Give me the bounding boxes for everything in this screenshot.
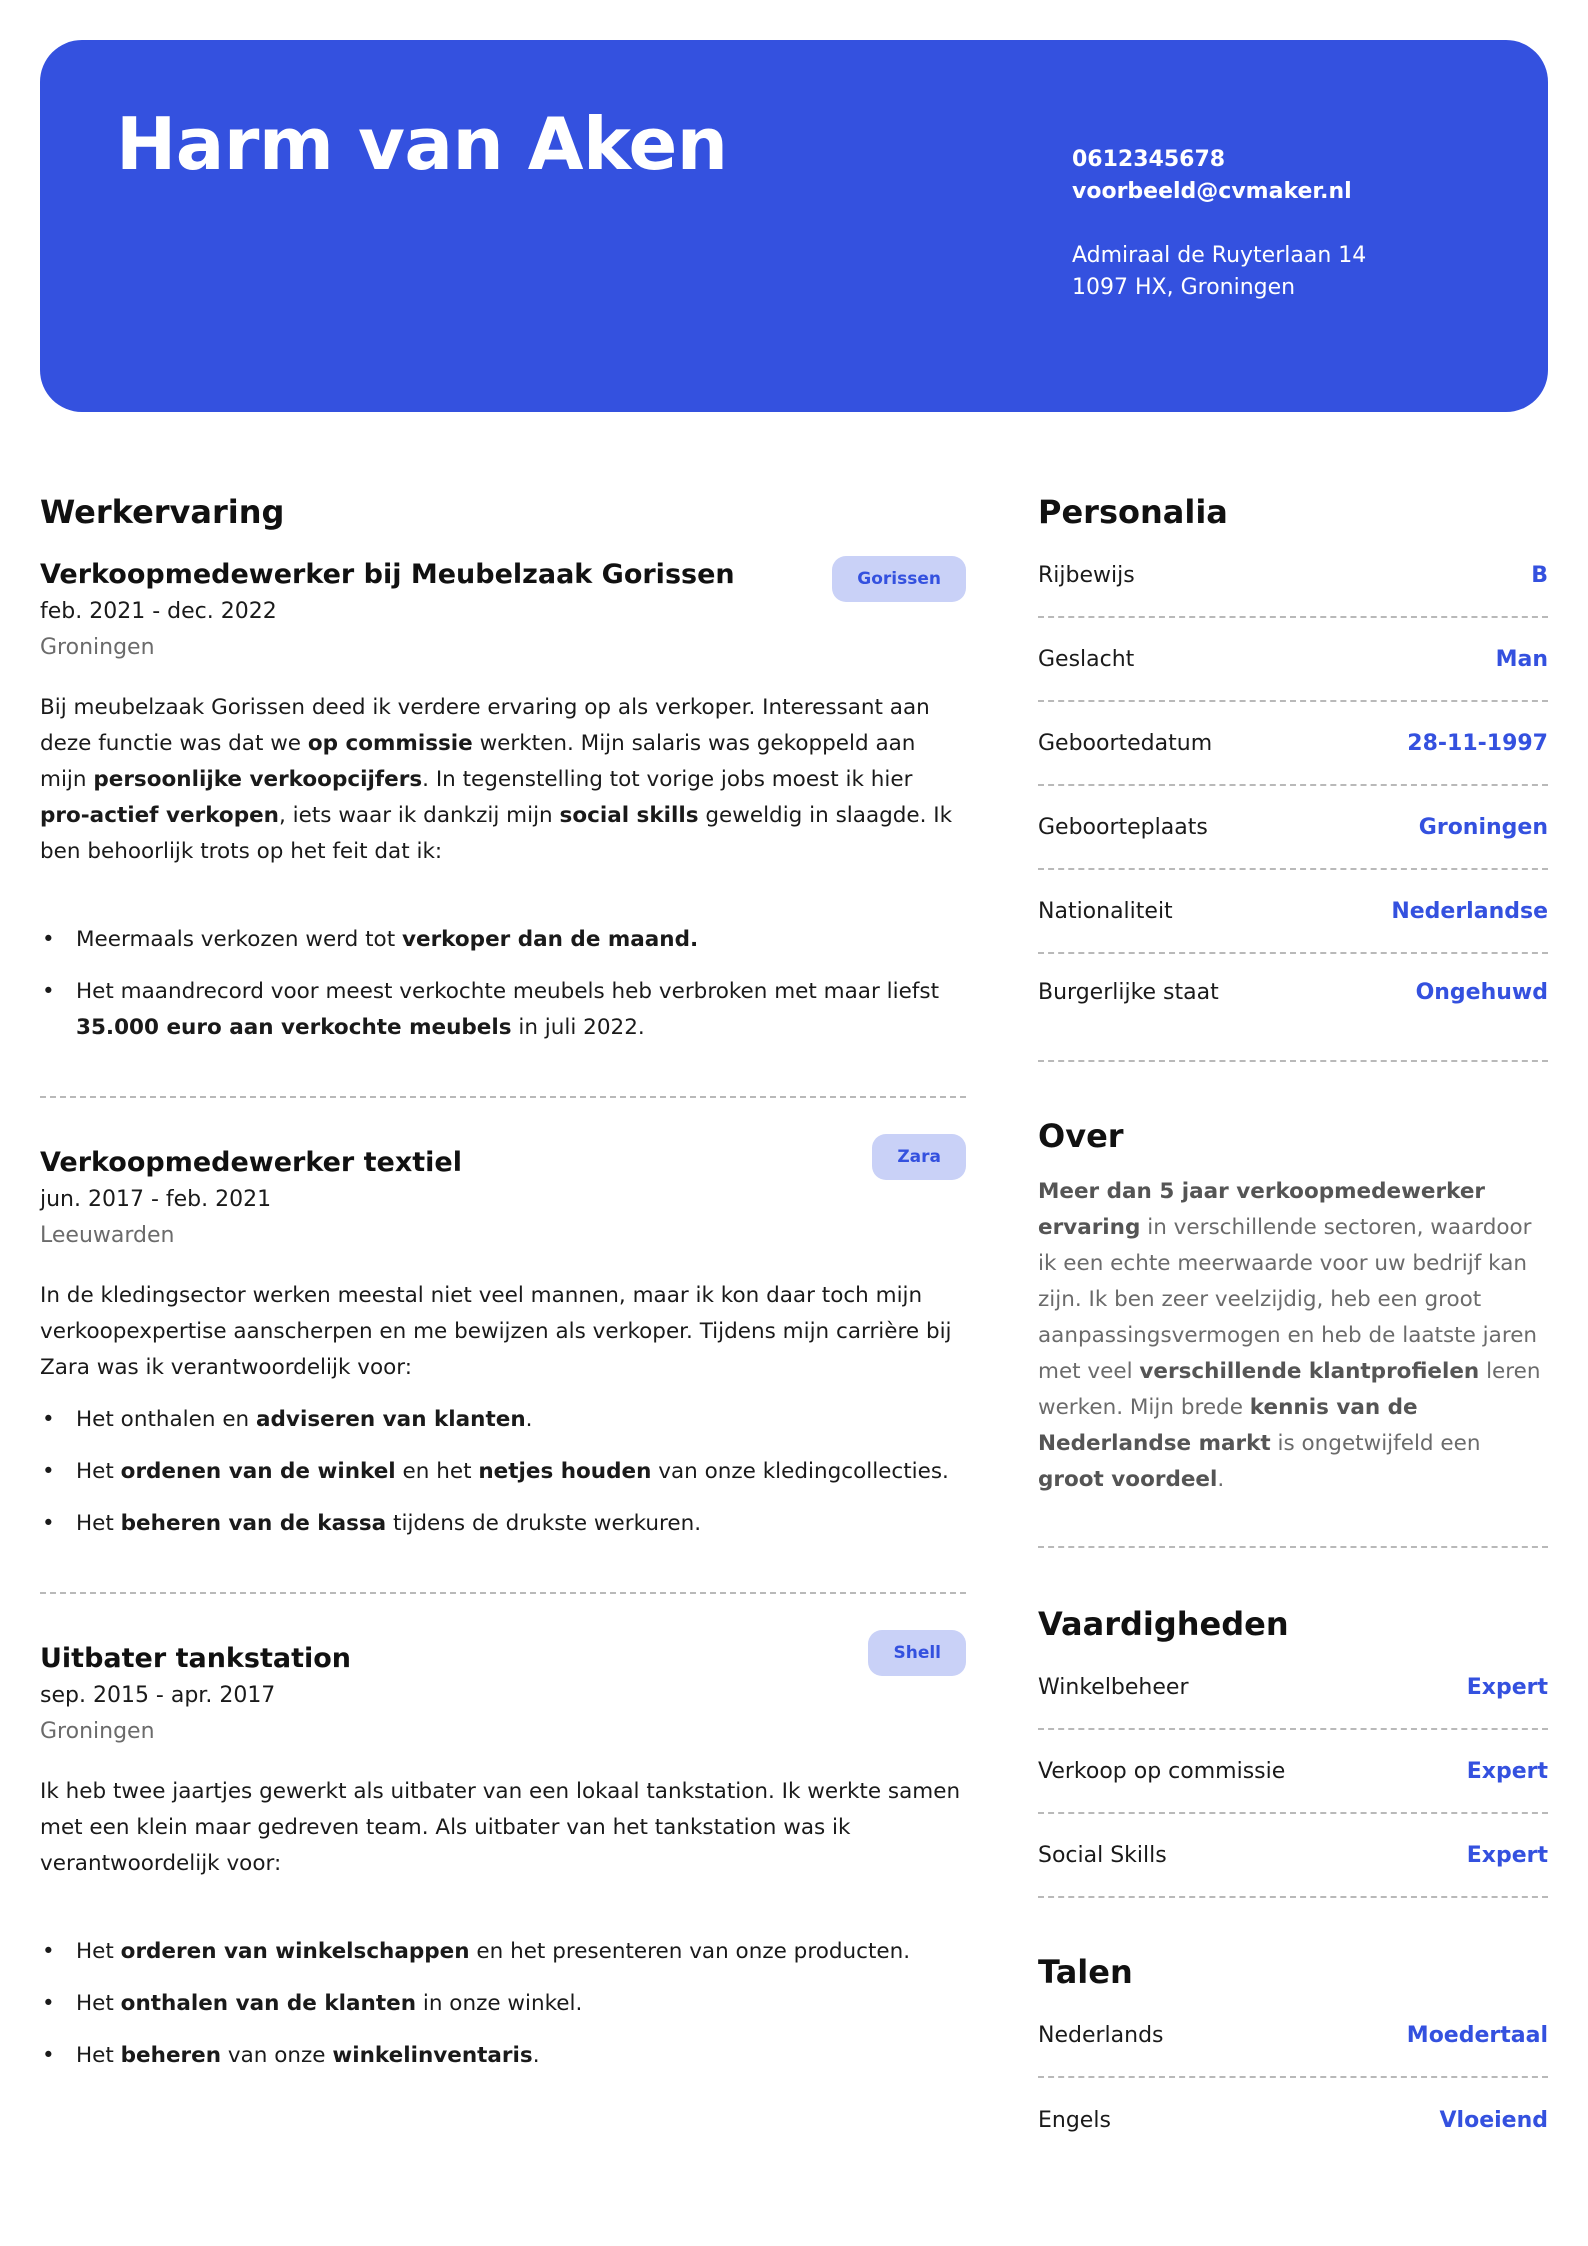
skills-list bbox=[1038, 1646, 1548, 1898]
personalia-row bbox=[1038, 618, 1548, 702]
job-period: feb. 2021 - dec. 2022 bbox=[40, 599, 277, 624]
candidate-name: Harm van Aken bbox=[116, 102, 728, 186]
about-heading: Over bbox=[1038, 1117, 1124, 1155]
row-label: Nederlands bbox=[1038, 2022, 1164, 2048]
row-value: Man bbox=[1495, 646, 1548, 672]
phone-number[interactable]: 0612345678 bbox=[1072, 147, 1226, 172]
row-value: B bbox=[1531, 562, 1548, 588]
company-badge: Zara bbox=[872, 1134, 966, 1180]
row-value: Expert bbox=[1466, 1842, 1548, 1868]
emphasis-text: persoonlijke verkoopcijfers bbox=[93, 767, 423, 792]
emphasis-text: netjes houden bbox=[478, 1459, 652, 1484]
row-value: Expert bbox=[1466, 1758, 1548, 1784]
job-title: Verkoopmedewerker textiel bbox=[40, 1147, 462, 1178]
emphasis-text: ordenen van de winkel bbox=[120, 1459, 396, 1484]
job-entry bbox=[40, 556, 966, 1046]
emphasis-text: op commissie bbox=[307, 731, 473, 756]
bullet-item: • Het beheren van onze winkelinventaris. bbox=[40, 2038, 966, 2074]
personalia-row bbox=[1038, 534, 1548, 618]
experience-heading: Werkervaring bbox=[40, 493, 285, 531]
skill-row bbox=[1038, 1730, 1548, 1814]
skill-row bbox=[1038, 1646, 1548, 1730]
job-city: Groningen bbox=[40, 635, 155, 660]
emphasis-text: winkelinventaris bbox=[332, 2043, 533, 2068]
skills-heading: Vaardigheden bbox=[1038, 1605, 1289, 1643]
experience-column bbox=[40, 490, 966, 2074]
emphasis-text: verschillende klantprofielen bbox=[1139, 1359, 1480, 1384]
languages-heading: Talen bbox=[1038, 1953, 1133, 1991]
job-description: Ik heb twee jaartjes gewerkt als uitbater van een lokaal tankstation. Ik werkte samen met een klein maar gedreven team. Als uitbater van het tankstation was ik verantwoordelijk voor: bbox=[40, 1779, 961, 1876]
job-bullets bbox=[40, 922, 966, 1046]
job-city: Groningen bbox=[40, 1719, 155, 1744]
row-label: Nationaliteit bbox=[1038, 898, 1173, 924]
emphasis-text: onthalen van de klanten bbox=[120, 1991, 417, 2016]
bullet-item: • Het onthalen en adviseren van klanten. bbox=[40, 1402, 966, 1438]
emphasis-text: verkoper dan de maand. bbox=[401, 927, 699, 952]
section-divider bbox=[40, 1096, 966, 1098]
job-period: jun. 2017 - feb. 2021 bbox=[40, 1187, 272, 1212]
address-line-2: 1097 HX, Groningen bbox=[1072, 275, 1296, 300]
job-title: Verkoopmedewerker bij Meubelzaak Gorissen bbox=[40, 559, 735, 590]
section-divider bbox=[40, 1592, 966, 1594]
emphasis-text: orderen van winkelschappen bbox=[120, 1939, 470, 1964]
row-value: Vloeiend bbox=[1439, 2107, 1548, 2133]
personalia-row bbox=[1038, 870, 1548, 954]
row-label: Verkoop op commissie bbox=[1038, 1758, 1286, 1784]
emphasis-text: beheren van de kassa bbox=[120, 1511, 387, 1536]
languages-list bbox=[1038, 1994, 1548, 2162]
skill-row bbox=[1038, 1814, 1548, 1898]
personalia-row bbox=[1038, 786, 1548, 870]
job-description: Bij meubelzaak Gorissen deed ik verdere ervaring op als verkoper. Interessant aan deze functie was dat we op commissie werkten. Mijn salaris was gekoppeld aan mijn persoonlijke verkoopcijfers. In tegenstelling tot vorige jobs moest ik hier pro-actief verkopen, iets waar ik dankzij mijn social skills geweldig in slaagde. Ik ben behoorlijk trots op het feit dat ik: bbox=[40, 695, 953, 864]
row-value: Moedertaal bbox=[1406, 2022, 1548, 2048]
bullet-item: • Het ordenen van de winkel en het netjes houden van onze kledingcollecties. bbox=[40, 1454, 966, 1490]
address-line-1: Admiraal de Ruyterlaan 14 bbox=[1072, 243, 1367, 268]
bullet-item: • Het maandrecord voor meest verkochte meubels heb verbroken met maar liefst 35.000 euro aan verkochte meubels in juli 2022. bbox=[40, 974, 966, 1046]
row-label: Geslacht bbox=[1038, 646, 1135, 672]
row-value: Groningen bbox=[1418, 814, 1548, 840]
personalia-heading: Personalia bbox=[1038, 493, 1228, 531]
emphasis-text: 35.000 euro aan verkochte meubels bbox=[76, 1015, 512, 1040]
sidebar-column bbox=[1038, 490, 1548, 2162]
emphasis-text: pro-actief verkopen bbox=[40, 803, 279, 828]
bullet-item: • Het orderen van winkelschappen en het presenteren van onze producten. bbox=[40, 1934, 966, 1970]
row-label: Social Skills bbox=[1038, 1842, 1167, 1868]
personalia-row bbox=[1038, 954, 1548, 1062]
header-banner bbox=[40, 40, 1548, 412]
bullet-item: • Het onthalen van de klanten in onze winkel. bbox=[40, 1986, 966, 2022]
row-label: Geboorteplaats bbox=[1038, 814, 1208, 840]
job-title: Uitbater tankstation bbox=[40, 1643, 352, 1674]
row-value: 28-11-1997 bbox=[1407, 730, 1548, 756]
emphasis-text: Meer dan 5 jaar verkoopmedewerker ervaring bbox=[1038, 1179, 1486, 1240]
job-period: sep. 2015 - apr. 2017 bbox=[40, 1683, 276, 1708]
language-row bbox=[1038, 2078, 1548, 2162]
row-label: Engels bbox=[1038, 2107, 1111, 2133]
language-row bbox=[1038, 1994, 1548, 2078]
job-bullets bbox=[40, 1934, 966, 2074]
job-entry bbox=[40, 1144, 966, 1542]
row-label: Burgerlijke staat bbox=[1038, 979, 1219, 1005]
row-label: Geboortedatum bbox=[1038, 730, 1213, 756]
about-text: Meer dan 5 jaar verkoopmedewerker ervaring in verschillende sectoren, waardoor ik een echte meerwaarde voor uw bedrijf kan zijn. Ik ben zeer veelzijdig, heb een groot aanpassingsvermogen en heb de laatste jaren met veel verschillende klantprofielen leren werken. Mijn brede kennis van de Nederlandse markt is ongetwijfeld een groot voordeel. bbox=[1038, 1174, 1548, 1548]
job-description: In de kledingsector werken meestal niet veel mannen, maar ik kon daar toch mijn verkoopexpertise aanscherpen en me bewijzen als verkoper. Tijdens mijn carrière bij Zara was ik verantwoordelijk voor: bbox=[40, 1283, 952, 1380]
job-bullets bbox=[40, 1402, 966, 1542]
emphasis-text: groot voordeel bbox=[1038, 1467, 1218, 1492]
row-value: Expert bbox=[1466, 1674, 1548, 1700]
job-entry bbox=[40, 1640, 966, 2074]
bullet-item: • Meermaals verkozen werd tot verkoper dan de maand. bbox=[40, 922, 966, 958]
bullet-item: • Het beheren van de kassa tijdens de drukste werkuren. bbox=[40, 1506, 966, 1542]
personalia-list bbox=[1038, 534, 1548, 1062]
job-city: Leeuwarden bbox=[40, 1223, 175, 1248]
company-badge: Gorissen bbox=[832, 556, 966, 602]
emphasis-text: social skills bbox=[559, 803, 699, 828]
company-badge: Shell bbox=[868, 1630, 966, 1676]
row-value: Ongehuwd bbox=[1415, 979, 1548, 1005]
personalia-row bbox=[1038, 702, 1548, 786]
emphasis-text: adviseren van klanten bbox=[256, 1407, 526, 1432]
contact-block bbox=[1072, 144, 1366, 304]
emphasis-text: kennis van de Nederlandse markt bbox=[1038, 1395, 1418, 1456]
row-label: Rijbewijs bbox=[1038, 562, 1135, 588]
emphasis-text: beheren bbox=[120, 2043, 222, 2068]
email-address[interactable]: voorbeeld@cvmaker.nl bbox=[1072, 179, 1352, 204]
row-label: Winkelbeheer bbox=[1038, 1674, 1189, 1700]
row-value: Nederlandse bbox=[1391, 898, 1548, 924]
